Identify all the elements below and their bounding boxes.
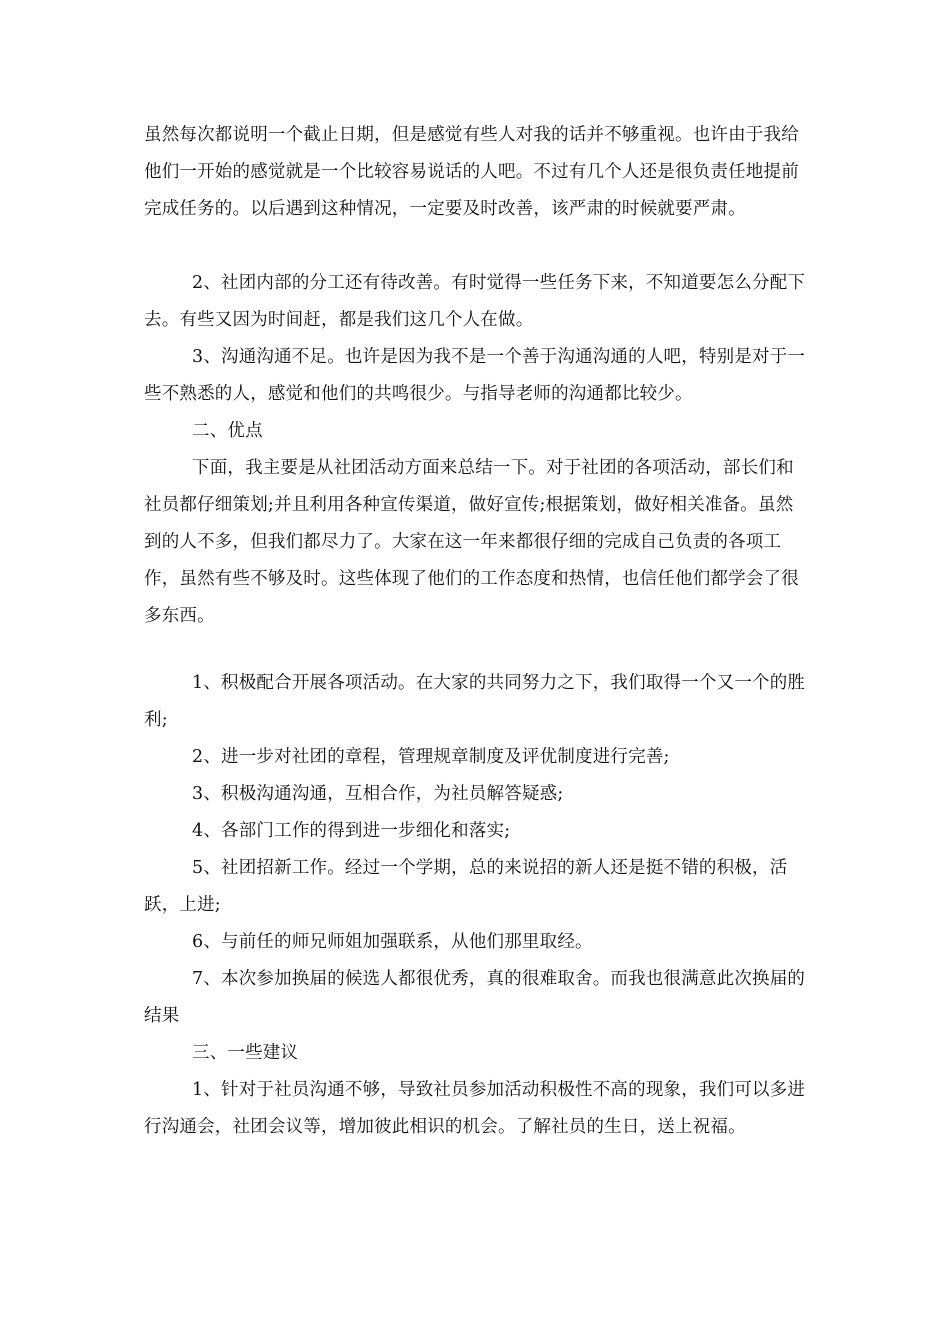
- list-item-6: 6、与前任的师兄师姐加强联系，从他们那里取经。: [192, 932, 593, 952]
- paragraph-summary: 下面，我主要是从社团活动方面来总结一下。对于社团的各项活动，部长们和社员都仔细策划;并且利用各种宣传渠道，做好宣传;根据策划，做好相关准备。虽然到的人不多，但我们都尽力了。大家在这一年来都很仔细的完成自己负责的各项工作，虽然有些不够及时。这些体现了他们的工作态度和热情，也信任他们都学会了很多东西。: [144, 458, 799, 626]
- list-item-1: 1、积极配合开展各项活动。在大家的共同努力之下，我们取得一个又一个的胜利;: [144, 673, 806, 730]
- section-heading-strengths: 二、优点: [192, 421, 263, 441]
- suggestion-item-1: 1、针对于社员沟通不够，导致社员参加活动积极性不高的现象，我们可以多进行沟通会，社团会议等，增加彼此相识的机会。了解社员的生日，送上祝福。: [144, 1080, 806, 1137]
- paragraph-deadline-issue: 虽然每次都说明一个截止日期，但是感觉有些人对我的话并不够重视。也许由于我给他们一开始的感觉就是一个比较容易说话的人吧。不过有几个人还是很负责任地提前完成任务的。以后遇到这种情况，一定要及时改善，该严肃的时候就要严肃。: [144, 125, 799, 219]
- paragraph-division-of-labor: 2、社团内部的分工还有待改善。有时觉得一些任务下来，不知道要怎么分配下去。有些又因为时间赶，都是我们这几个人在做。: [144, 273, 806, 330]
- section-heading-suggestions: 三、一些建议: [192, 1043, 299, 1063]
- paragraph-communication: 3、沟通沟通不足。也许是因为我不是一个善于沟通沟通的人吧，特别是对于一些不熟悉的人，感觉和他们的共鸣很少。与指导老师的沟通都比较少。: [144, 347, 806, 404]
- list-item-5: 5、社团招新工作。经过一个学期，总的来说招的新人还是挺不错的积极，活跃，上进;: [144, 858, 788, 915]
- list-item-3: 3、积极沟通沟通，互相合作，为社员解答疑惑;: [192, 784, 564, 804]
- list-item-2: 2、进一步对社团的章程，管理规章制度及评优制度进行完善;: [192, 747, 670, 767]
- list-item-7: 7、本次参加换届的候选人都很优秀，真的很难取舍。而我也很满意此次换届的结果: [144, 969, 806, 1026]
- list-item-4: 4、各部门工作的得到进一步细化和落实;: [192, 821, 511, 841]
